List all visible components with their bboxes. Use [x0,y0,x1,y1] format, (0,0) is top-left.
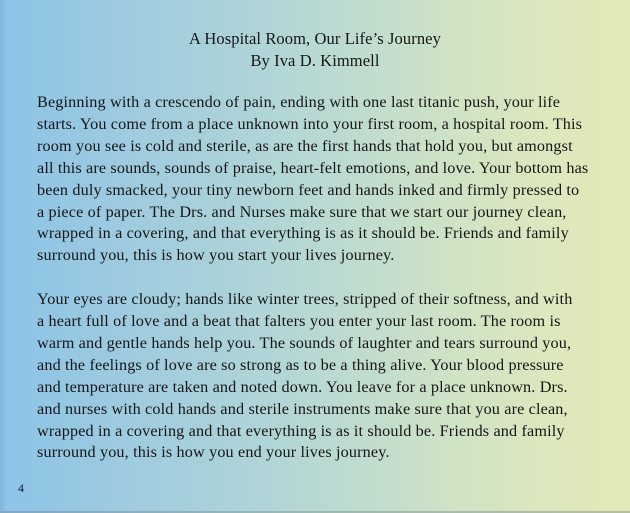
document-byline: By Iva D. Kimmell [250,51,380,70]
text-line: wrapped in a covering and that everything is as it should be. Friends and family [37,421,565,440]
document-title: A Hospital Room, Our Life’s Journey [189,29,441,48]
paragraph-end-of-life [37,289,617,464]
text-line: starts. You come from a place unknown into your first room, a hospital room. This [37,114,583,133]
text-line: and temperature are taken and noted down. You leave for a place unknown. Drs. [37,377,568,396]
text-line: wrapped in a covering, and that everything is as it should be. Friends and family [37,224,569,243]
text-line: Beginning with a crescendo of pain, ending with one last titanic push, your life [37,93,561,111]
title-block [0,28,630,72]
paragraph-birth [37,92,617,267]
text-line: room you see is cold and sterile, as are the first hands that hold you, but amongst [37,136,573,155]
page-left-edge [0,0,5,513]
body-text [37,92,617,464]
text-line: Your eyes are cloudy; hands like winter trees, stripped of their softness, and with [37,290,573,309]
text-line: warm and gentle hands help you. The sounds of laughter and tears surround you, [37,333,572,352]
text-line: and nurses with cold hands and sterile instruments make sure that you are clean, [37,399,568,418]
text-line: surround you, this is how you end your lives journey. [37,443,390,462]
text-line: been duly smacked, your tiny newborn feet and hands inked and firmly pressed to [37,180,580,199]
text-line: a heart full of love and a beat that falters you enter your last room. The room is [37,312,561,331]
text-line: all this are sounds, sounds of praise, heart-felt emotions, and love. Your bottom has [37,158,589,177]
text-line: and the feelings of love are so strong as to be a thing alive. Your blood pressure [37,355,564,374]
text-line: surround you, this is how you start your lives journey. [37,246,395,265]
text-line: a piece of paper. The Drs. and Nurses make sure that we start our journey clean, [37,202,567,221]
page-number: 4 [18,481,24,495]
